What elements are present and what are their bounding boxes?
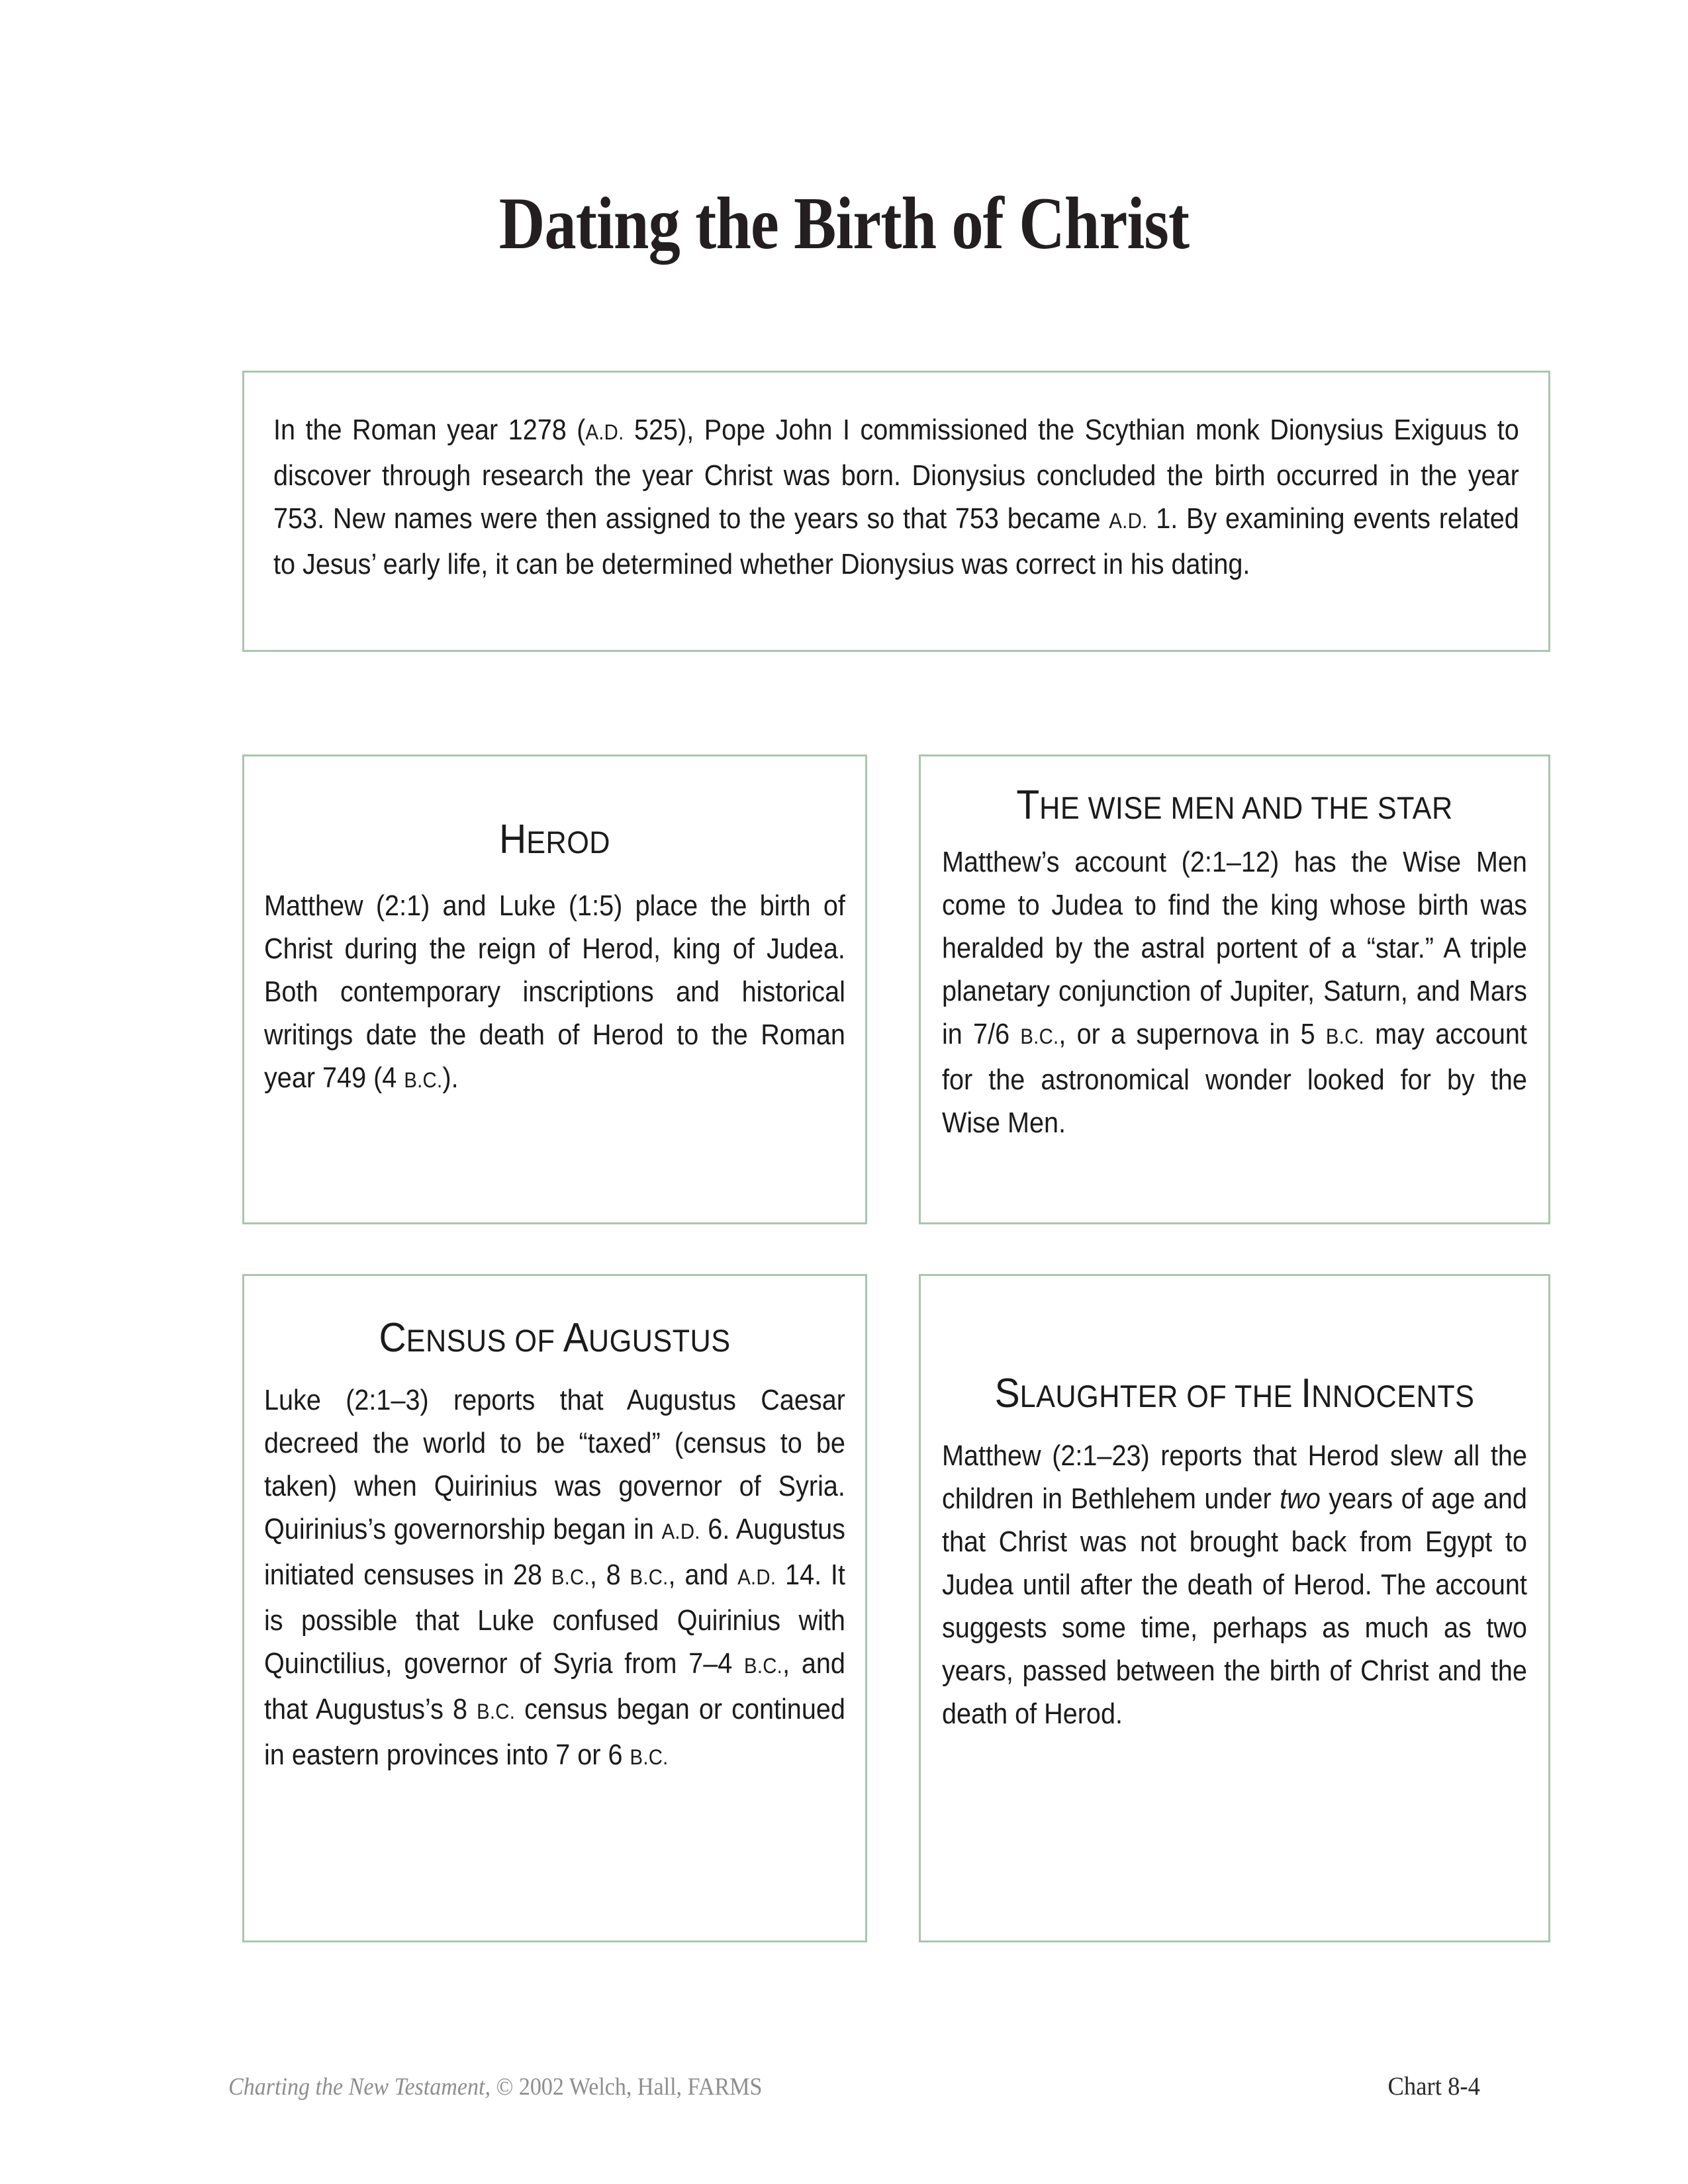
card-herod-body <box>244 860 865 1102</box>
card-herod-heading <box>269 819 841 860</box>
card-wise-men-body <box>921 826 1548 1144</box>
era-abbreviation: A.D. <box>661 1520 700 1544</box>
intro-body <box>244 373 1548 586</box>
era-abbreviation: B.C. <box>744 1654 783 1678</box>
footer-source-copyright: © 2002 Welch, Hall, FARMS <box>490 2073 763 2101</box>
card-wise-men-heading <box>946 784 1523 826</box>
card-innocents-heading-rest-2: NNOCENTS <box>1311 1379 1475 1414</box>
card-census-body <box>244 1359 865 1779</box>
card-census-heading-initial-2: A <box>563 1315 588 1361</box>
card-wise-men-and-the-star <box>919 754 1550 1224</box>
card-innocents-heading-initial-2: I <box>1301 1371 1312 1416</box>
era-abbreviation: B.C. <box>1325 1024 1364 1049</box>
card-census-heading-rest-2: UGUSTUS <box>588 1323 731 1358</box>
card-census-head-wrap <box>244 1276 865 1359</box>
card-innocents-heading-initial: S <box>994 1371 1020 1416</box>
footer-chart-number: Chart 8-4 <box>1387 2072 1480 2101</box>
era-abbreviation: B.C. <box>1020 1024 1059 1049</box>
page-footer <box>205 2071 1483 2101</box>
card-census-paragraph: Luke (2:1–3) reports that Augustus Caesar decreed the world to be “taxed” (census to be taken) when Quirinius was governor of Syria. Quirinius’s governorship began in A.D. 6. Augustus initiated censuses in 28 B.C., 8 B.C., and A.D. 14. It is possible that Luke confused Quirinius with Quinctilius, governor of Syria from 7–4 B.C., and that Augustus’s 8 B.C. census began or continued in eastern provinces into 7 or 6 B.C. <box>264 1384 845 1772</box>
card-wise-men-heading-rest: HE WISE MEN AND THE STAR <box>1039 790 1453 825</box>
card-innocents-body <box>921 1414 1548 1735</box>
card-wise-men-head-wrap <box>921 756 1548 826</box>
card-census-heading-rest: ENSUS OF <box>406 1323 563 1358</box>
card-herod-head-wrap <box>244 756 865 860</box>
card-herod-heading-initial: H <box>499 817 527 862</box>
era-abbreviation: A.D. <box>585 420 624 444</box>
card-wise-men-heading-initial: T <box>1016 782 1040 828</box>
card-innocents-head-wrap <box>921 1276 1548 1414</box>
card-herod <box>242 754 867 1224</box>
card-innocents-heading <box>946 1373 1523 1414</box>
era-abbreviation: A.D. <box>1109 509 1148 533</box>
era-abbreviation: B.C. <box>404 1068 443 1093</box>
emphasized-word: two <box>1280 1482 1321 1516</box>
era-abbreviation: B.C. <box>551 1565 590 1590</box>
card-innocents-paragraph: Matthew (2:1–23) reports that Herod slew all the children in Bethlehem under two years of age and that Christ was not brought back from Egypt to Judea until after the death of Herod. The account suggests some time, perhaps as much as two years, passed between the birth of Christ and the death of Herod. <box>942 1439 1527 1731</box>
card-herod-heading-rest: EROD <box>526 825 610 860</box>
era-abbreviation: A.D. <box>737 1565 776 1590</box>
card-census-heading-initial: C <box>379 1315 406 1361</box>
card-herod-paragraph: Matthew (2:1) and Luke (1:5) place the birth of Christ during the reign of Herod, king of Judea. Both contemporary inscriptions and historical writings date the death of Herod to the Roman year 749 (4 B.C.). <box>264 889 845 1095</box>
footer-source-title: Charting the New Testament, <box>228 2073 491 2101</box>
intro-callout-box <box>242 371 1550 652</box>
era-abbreviation: B.C. <box>630 1745 669 1770</box>
card-slaughter-of-the-innocents <box>919 1274 1550 1942</box>
era-abbreviation: B.C. <box>630 1565 669 1590</box>
footer-source-credit <box>228 2073 762 2101</box>
card-wise-men-paragraph: Matthew’s account (2:1–12) has the Wise Men come to Judea to find the king whose birth was heralded by the astral portent of a “star.” A triple planetary conjunction of Jupiter, Saturn, and Mars in 7/6 B.C., or a supernova in 5 B.C. may account for the astronomical wonder looked for by the Wise Men. <box>942 846 1527 1140</box>
page-title: Dating the Birth of Christ <box>498 183 1190 265</box>
intro-paragraph: In the Roman year 1278 (A.D. 525), Pope John I commissioned the Scythian monk Dionysius Exiguus to discover through research the year Christ was born. Dionysius concluded the birth occurred in the year 753. New names were then assigned to the years so that 753 became A.D. 1. By examining events related to Jesus’ early life, it can be determined whether Dionysius was correct in his dating. <box>273 414 1519 580</box>
card-innocents-heading-rest: LAUGHTER OF THE <box>1019 1379 1301 1414</box>
card-census-heading <box>269 1317 841 1359</box>
card-census-of-augustus <box>242 1274 867 1942</box>
era-abbreviation: B.C. <box>477 1700 516 1724</box>
